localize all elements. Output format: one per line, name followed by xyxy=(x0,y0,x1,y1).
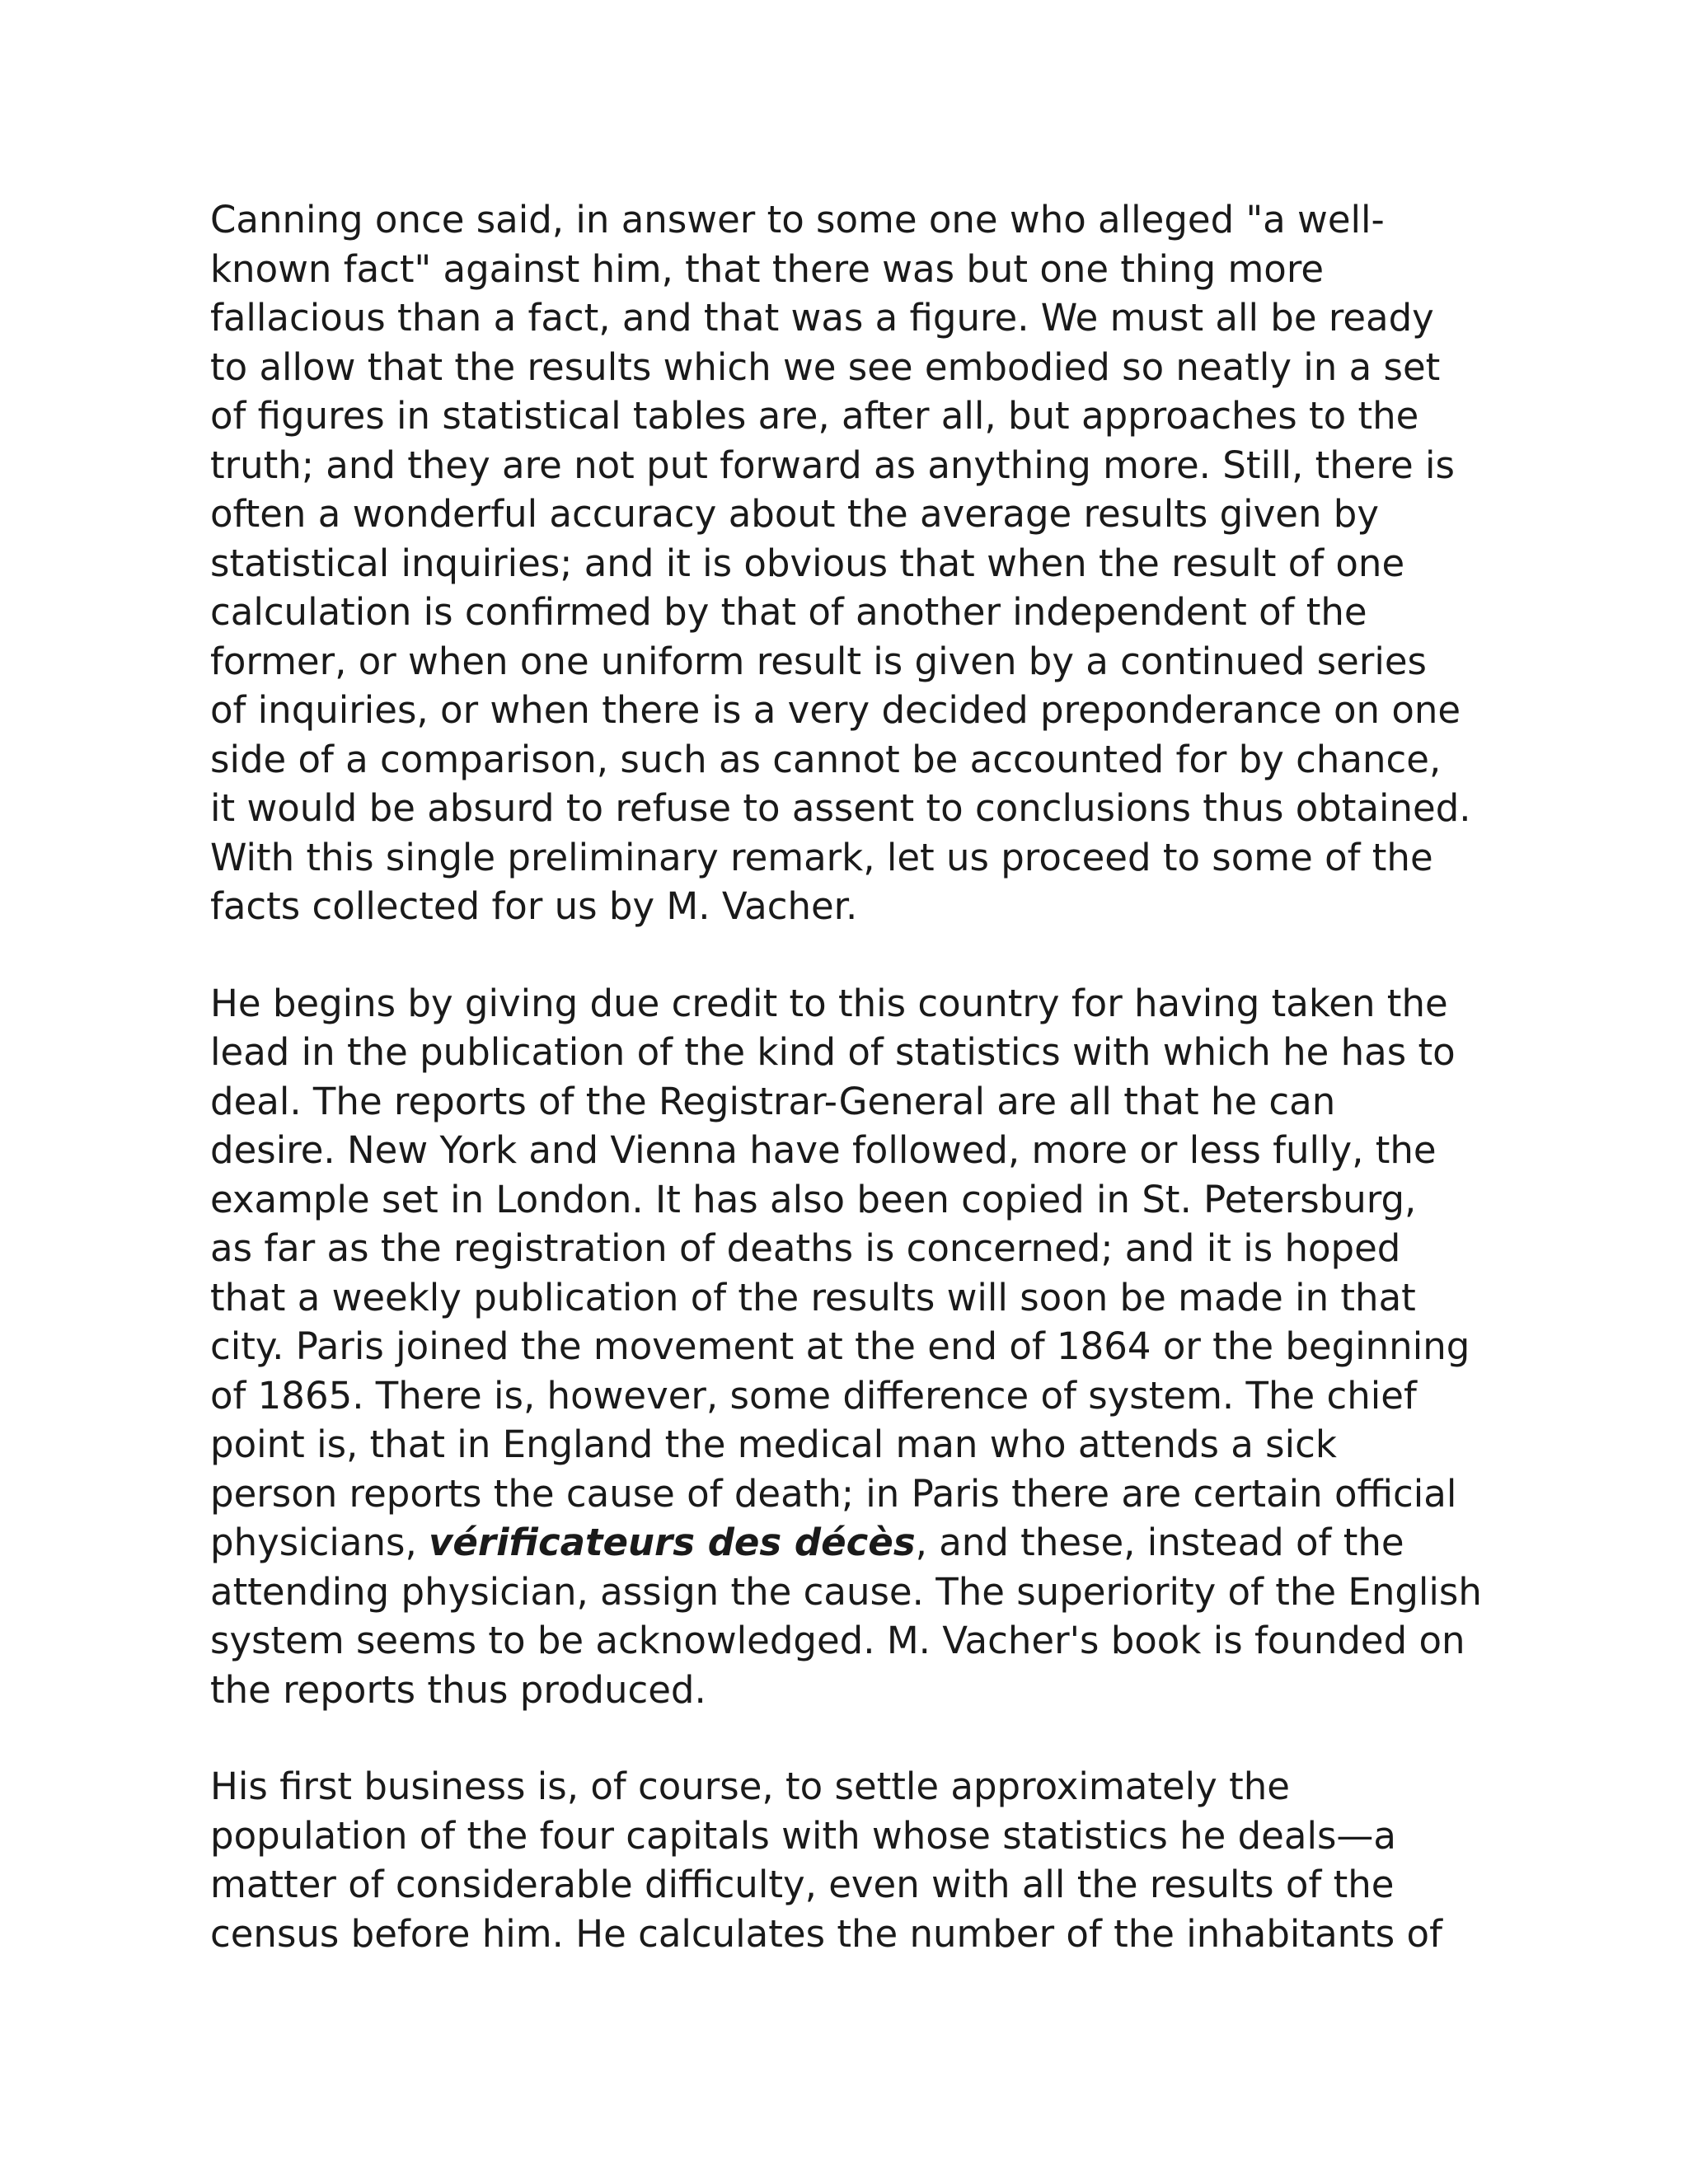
text-line: known fact" against him, that there was but one thing more xyxy=(210,246,1325,291)
text-run: physicians, xyxy=(210,1521,429,1564)
text-line: to allow that the results which we see embodied so neatly in a set xyxy=(210,344,1441,389)
text-line: person reports the cause of death; in Paris there are certain official xyxy=(210,1471,1457,1516)
text-line: census before him. He calculates the number of the inhabitants of xyxy=(210,1911,1442,1956)
paragraph-2 xyxy=(210,979,1496,1715)
text-line: population of the four capitals with whose statistics he deals—a xyxy=(210,1813,1396,1858)
text-line: attending physician, assign the cause. The superiority of the English xyxy=(210,1569,1482,1614)
paragraph-1 xyxy=(210,195,1496,931)
text-line: truth; and they are not put forward as anything more. Still, there is xyxy=(210,443,1455,487)
text-line: of figures in statistical tables are, after all, but approaches to the xyxy=(210,394,1419,438)
paragraph-3 xyxy=(210,1762,1496,1958)
text-line: often a wonderful accuracy about the average results given by xyxy=(210,492,1380,536)
text-line: His first business is, of course, to settle approximately the xyxy=(210,1765,1290,1808)
text-line: as far as the registration of deaths is concerned; and it is hoped xyxy=(210,1226,1401,1270)
text-line: of 1865. There is, however, some difference of system. The chief xyxy=(210,1373,1417,1418)
text-line: the reports thus produced. xyxy=(210,1667,706,1712)
text-line-with-emphasis xyxy=(210,1518,1496,1568)
text-line: With this single preliminary remark, let us proceed to some of the xyxy=(210,835,1433,879)
text-line: Canning once said, in answer to some one who alleged "a well- xyxy=(210,198,1385,241)
text-line: system seems to be acknowledged. M. Vacher's book is founded on xyxy=(210,1619,1465,1662)
text-line: example set in London. It has also been copied in St. Petersburg, xyxy=(210,1177,1417,1221)
text-line: calculation is confirmed by that of another independent of the xyxy=(210,590,1367,634)
text-line: that a weekly publication of the results will soon be made in that xyxy=(210,1275,1416,1319)
text-line: of inquiries, or when there is a very decided preponderance on one xyxy=(210,688,1461,732)
text-line: city. Paris joined the movement at the end of 1864 or the beginning xyxy=(210,1324,1470,1368)
text-line: lead in the publication of the kind of statistics with which he has to xyxy=(210,1030,1456,1074)
emphasized-term: vérificateurs des décès xyxy=(429,1521,916,1564)
text-line: side of a comparison, such as cannot be accounted for by chance, xyxy=(210,737,1442,781)
text-line: matter of considerable difficulty, even with all the results of the xyxy=(210,1863,1395,1906)
text-line: He begins by giving due credit to this country for having taken the xyxy=(210,981,1448,1025)
text-line: it would be absurd to refuse to assent to conclusions thus obtained. xyxy=(210,786,1471,830)
text-line: statistical inquiries; and it is obvious that when the result of one xyxy=(210,541,1405,585)
text-line: deal. The reports of the Registrar-General are all that he can xyxy=(210,1079,1336,1123)
text-line: former, or when one uniform result is given by a continued series xyxy=(210,639,1427,683)
text-line: facts collected for us by M. Vacher. xyxy=(210,884,858,928)
text-line: point is, that in England the medical man who attends a sick xyxy=(210,1422,1337,1466)
text-run: , and these, instead of the xyxy=(915,1521,1404,1564)
document-page xyxy=(210,195,1496,2006)
text-line: desire. New York and Vienna have followed, more or less fully, the xyxy=(210,1128,1437,1172)
text-line: fallacious than a fact, and that was a figure. We must all be ready xyxy=(210,296,1434,340)
